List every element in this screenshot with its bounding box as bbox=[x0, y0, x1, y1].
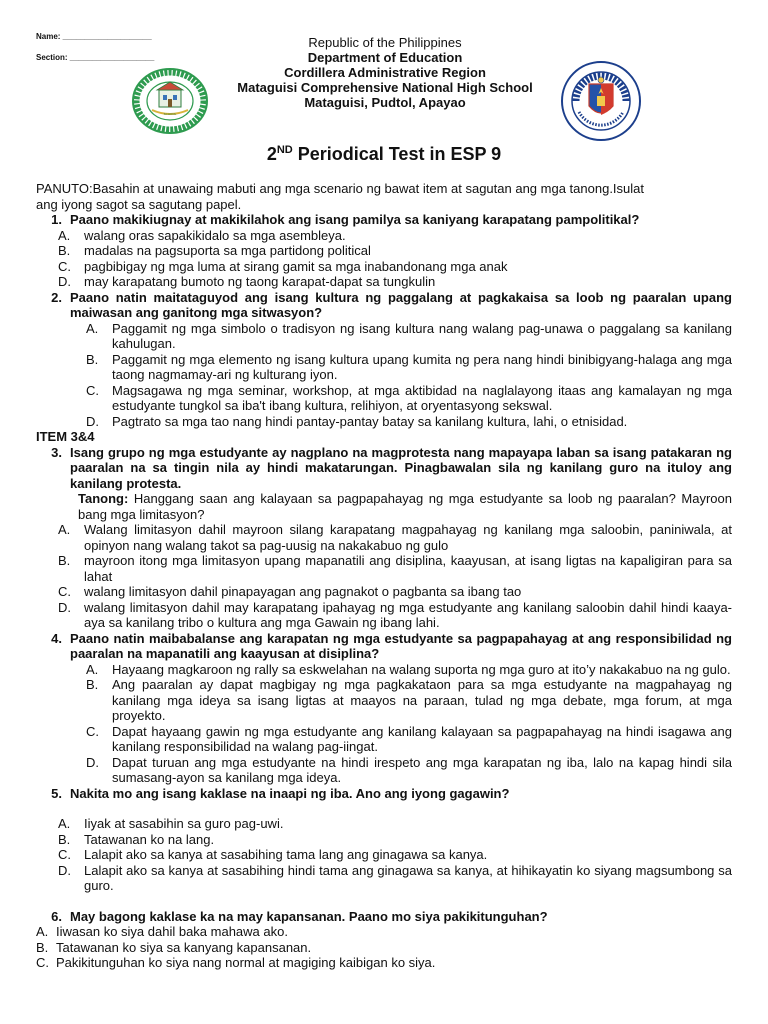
option-letter: C. bbox=[58, 847, 71, 862]
q1-option-b bbox=[36, 243, 732, 259]
q1-option-c bbox=[36, 259, 732, 275]
option-letter: C. bbox=[58, 258, 71, 274]
option-text: Dapat turuan ang mga estudyante na hindi irespeto ang mga karapatan ng iba, lalo na kapag hindi sila sumasang-ayon sa kanilang mga ideya. bbox=[112, 754, 732, 785]
item-group-label: ITEM 3&4 bbox=[36, 429, 95, 444]
q1-option-d bbox=[36, 274, 732, 290]
option-text: may karapatang bumoto ng taong karapat-dapat sa tungkulin bbox=[84, 274, 436, 289]
q3-option-a bbox=[36, 522, 732, 553]
option-letter: C. bbox=[36, 955, 49, 970]
student-info bbox=[36, 26, 154, 68]
q5-option-b bbox=[36, 832, 732, 848]
q6-option-a bbox=[36, 924, 732, 940]
test-content bbox=[36, 181, 732, 971]
q3-option-c bbox=[36, 584, 732, 600]
school-address-line: Mataguisi, Pudtol, Apayao bbox=[304, 95, 466, 110]
letterhead bbox=[210, 35, 560, 110]
option-text: pagbibigay ng mga luma at sirang gamit sa mga inabandonang mga anak bbox=[84, 258, 508, 274]
q3-option-d bbox=[36, 600, 732, 631]
option-text: Tatawanan ko siya sa kanyang kapansanan. bbox=[56, 939, 312, 955]
option-text: walang limitasyon dahil pinapayagan ang pagnakot o pagbanta sa ibang tao bbox=[84, 584, 522, 599]
question-number: 3. bbox=[51, 444, 62, 460]
option-letter: C. bbox=[58, 584, 71, 599]
option-letter: A. bbox=[36, 924, 49, 939]
option-text: Paggamit ng mga simbolo o tradisyon ng isang kultura nang walang pag-unawa o paggalang sa kanilang kahulugan. bbox=[112, 320, 732, 351]
option-letter: B. bbox=[58, 831, 71, 847]
option-letter: D. bbox=[58, 274, 71, 289]
question-6 bbox=[36, 909, 732, 925]
question-text: Paano natin maitataguyod ang isang kultura ng paggalang at pagkakaisa sa loob ng paaralan upang maiwasan ang ganitong mga sitwasyon? bbox=[70, 289, 732, 320]
question-number: 6. bbox=[51, 908, 62, 924]
q5-option-d bbox=[36, 863, 732, 894]
test-title bbox=[0, 144, 768, 165]
option-text: Iiyak at sasabihin sa guro pag-uwi. bbox=[84, 816, 284, 831]
section-field-label: Section: ___________________ bbox=[36, 53, 155, 62]
option-text: madalas na pagsuporta sa mga partidong political bbox=[84, 243, 371, 258]
option-text: Lalapit ako sa kanya at sasabihing hindi tama ang ginagawa sa kanya, at hihikayatin ko siyang magsumbong sa guro. bbox=[84, 862, 732, 893]
name-field-label: Name: ____________________ bbox=[36, 32, 152, 41]
q2-option-c bbox=[36, 383, 732, 414]
q3-tanong bbox=[36, 491, 732, 522]
question-1 bbox=[36, 212, 732, 228]
deped-seal-logo bbox=[560, 60, 642, 142]
q4-option-b bbox=[36, 677, 732, 724]
region-line: Cordillera Administrative Region bbox=[284, 65, 486, 80]
question-number: 4. bbox=[51, 630, 62, 646]
q6-option-b bbox=[36, 940, 732, 956]
q4-option-d bbox=[36, 755, 732, 786]
department-line: Department of Education bbox=[307, 50, 463, 65]
question-3 bbox=[36, 445, 732, 492]
question-text: Isang grupo ng mga estudyante ay nagplano na magprotesta nang mapayapa laban sa isang patakaran ng paaralan na sa tingin nila ay hindi makatarungan. Pinagbawalan sila ng kanilang guro na ituloy ang kanilang protesta. bbox=[70, 444, 732, 491]
question-text: Nakita mo ang isang kaklase na inaapi ng iba. Ano ang iyong gagawin? bbox=[70, 785, 510, 801]
tanong-label: Tanong: bbox=[78, 491, 129, 506]
question-text: Paano makikiugnay at makikilahok ang isang pamilya sa kaniyang karapatang pampolitikal? bbox=[70, 212, 640, 227]
spacer bbox=[36, 894, 732, 909]
option-text: walang oras sapakikidalo sa mga asembleya. bbox=[84, 227, 346, 243]
question-4 bbox=[36, 631, 732, 662]
tanong-text: Hanggang saan ang kalayaan sa pagpapahayag ng mga estudyante sa loob ng paaralan? Mayroon bang mga limitasyon? bbox=[78, 491, 732, 522]
option-text: Iiwasan ko siya dahil baka mahawa ako. bbox=[56, 924, 288, 939]
title-ordinal: 2 bbox=[266, 144, 277, 164]
option-letter: B. bbox=[58, 553, 71, 568]
option-text: Dapat hayaang gawin ng mga estudyante ang kanilang kalayaan sa pagpapahayag na hindi isagawa ang kanilang responsibilidad na walang pag-iingat. bbox=[112, 723, 732, 754]
option-letter: A. bbox=[86, 320, 99, 336]
option-letter: B. bbox=[86, 677, 99, 692]
q4-option-c bbox=[36, 724, 732, 755]
q1-option-a bbox=[36, 228, 732, 244]
q5-option-a bbox=[36, 816, 732, 832]
question-text: May bagong kaklase ka na may kapansanan. Paano mo siya pakikitunguhan? bbox=[70, 908, 548, 924]
option-letter: A. bbox=[58, 522, 71, 537]
option-text: mayroon itong mga limitasyon upang mapanatili ang disiplina, kaayusan, at isang ligtas na kapaligiran para sa lahat bbox=[84, 553, 732, 584]
q5-option-c bbox=[36, 847, 732, 863]
q3-option-b bbox=[36, 553, 732, 584]
option-letter: C. bbox=[86, 723, 99, 739]
q6-option-c bbox=[36, 955, 732, 971]
option-text: Pakikitunguhan ko siya nang normal at magiging kaibigan ko siya. bbox=[56, 955, 436, 970]
instructions-line-1: PANUTO:Basahin at unawaing mabuti ang mga scenario ng bawat item at sagutan ang mga tanong.Isulat bbox=[36, 181, 644, 196]
option-text: walang limitasyon dahil may karapatang ipahayag ng mga estudyante ang kanilang saloobin dahil hindi kaaya-aya sa kanilang tribo o kultura ang mga Gawain ng ibang lahi. bbox=[84, 599, 732, 630]
q4-option-a bbox=[36, 662, 732, 678]
q2-option-a bbox=[36, 321, 732, 352]
spacer bbox=[36, 801, 732, 816]
option-text: Paggamit ng mga elemento ng isang kultura upang kumita ng pera nang hindi binibigyang-halaga ang mga taong nagmamay-ari ng kulturang iyon. bbox=[112, 351, 732, 382]
school-name-line: Mataguisi Comprehensive National High School bbox=[237, 80, 533, 95]
option-letter: D. bbox=[58, 862, 71, 878]
country-line: Republic of the Philippines bbox=[308, 35, 462, 50]
instructions-line-2: ang iyong sagot sa sagutang papel. bbox=[36, 196, 242, 212]
option-letter: B. bbox=[58, 243, 71, 258]
question-number: 2. bbox=[51, 289, 62, 305]
question-number: 1. bbox=[51, 212, 62, 227]
question-text: Paano natin maibabalanse ang karapatan ng mga estudyante sa pagpapahayag at ang responsibilidad ng paaralan na mapanatili ang kaayusan at disiplina? bbox=[70, 630, 732, 661]
school-seal-logo bbox=[132, 68, 208, 134]
option-letter: D. bbox=[58, 599, 71, 615]
option-letter: A. bbox=[58, 816, 71, 831]
option-text: Magsagawa ng mga seminar, workshop, at mga aktibidad na naglalayong itaas ang kamalayan ng mga estudyante tungkol sa iba't ibang kultura, relihiyon, at oryentasyong sekswal. bbox=[112, 382, 732, 413]
option-text: Hayaang magkaroon ng rally sa eskwelahan na walang suporta ng mga guro at ito’y nakakabuo na ng gulo. bbox=[112, 661, 731, 677]
question-number: 5. bbox=[51, 785, 62, 801]
option-letter: A. bbox=[58, 227, 71, 243]
question-5 bbox=[36, 786, 732, 802]
option-letter: B. bbox=[36, 939, 49, 955]
option-text: Ang paaralan ay dapat magbigay ng mga pagkakataon para sa mga estudyante na magpahayag ng kanilang mga ideya sa isang ligtas at maayos na paraan, tulad ng mga debate, mga forum, at mga proyekto. bbox=[112, 677, 732, 723]
option-letter: C. bbox=[86, 382, 99, 398]
q2-option-d bbox=[36, 414, 732, 430]
svg-text:SCHOOL: SCHOOL bbox=[163, 112, 177, 116]
option-text: Lalapit ako sa kanya at sasabihing tama lang ang ginagawa sa kanya. bbox=[84, 847, 488, 862]
question-2 bbox=[36, 290, 732, 321]
option-text: Tatawanan ko na lang. bbox=[84, 831, 215, 847]
q2-option-b bbox=[36, 352, 732, 383]
option-letter: B. bbox=[86, 351, 99, 367]
option-text: Walang limitasyon dahil mayroon silang karapatang magpahayag ng kanilang mga saloobin, paniniwala, at opinyon nang walang takot sa pag-uusig na nakakabuo ng gulo bbox=[84, 522, 732, 553]
option-letter: D. bbox=[86, 754, 99, 770]
title-text: Periodical Test in ESP 9 bbox=[292, 144, 502, 164]
option-letter: D. bbox=[86, 413, 99, 429]
title-ordinal-suffix: ND bbox=[276, 144, 293, 156]
option-letter: A. bbox=[86, 661, 99, 677]
option-text: Pagtrato sa mga tao nang hindi pantay-pantay batay sa kanilang kultura, lahi, o etnisidad. bbox=[112, 413, 628, 429]
